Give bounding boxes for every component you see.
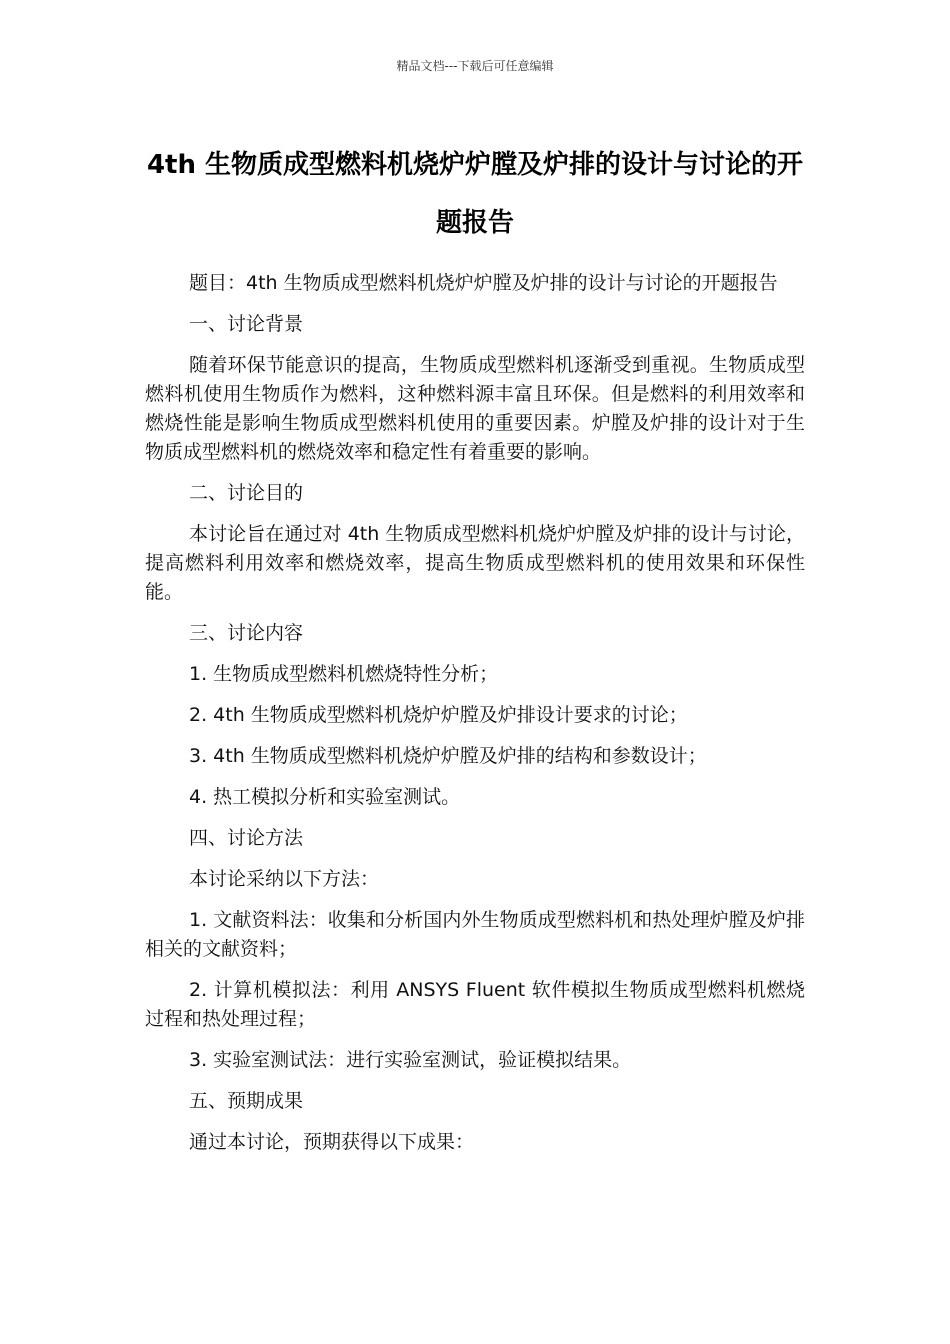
content-item-3: 3. 4th 生物质成型燃料机烧炉炉膛及炉排的结构和参数设计； bbox=[189, 745, 707, 767]
section-heading-background: 一、讨论背景 bbox=[189, 313, 304, 335]
section-heading-content: 三、讨论内容 bbox=[189, 622, 304, 644]
content-item-4: 4. 热工模拟分析和实验室测试。 bbox=[189, 786, 461, 808]
background-paragraph: 随着环保节能意识的提高，生物质成型燃料机逐渐受到重视。生物质成型燃料机使用生物质作为燃料，这种燃料源丰富且环保。但是燃料的利用效率和燃烧性能是影响生物质成型燃料机使用的重要因素。炉膛及炉排的设计对于生物质成型燃料机的燃烧效率和稳定性有着重要的影响。 bbox=[145, 354, 805, 463]
content-item-1: 1. 生物质成型燃料机燃烧特性分析； bbox=[189, 663, 499, 685]
document-title: 4th 生物质成型燃料机烧炉炉膛及炉排的设计与讨论的开题报告 bbox=[146, 150, 804, 238]
method-intro: 本讨论采纳以下方法： bbox=[189, 868, 380, 890]
purpose-paragraph: 本讨论旨在通过对 4th 生物质成型燃料机烧炉炉膛及炉排的设计与讨论，提高燃料利用效率和燃烧效率，提高生物质成型燃料机的使用效果和环保性能。 bbox=[145, 523, 805, 603]
method-item-1: 1. 文献资料法：收集和分析国内外生物质成型燃料机和热处理炉膛及炉排相关的文献资料； bbox=[145, 909, 805, 960]
document-body bbox=[145, 269, 805, 1169]
header-note: 精品文档---下载后可任意编辑 bbox=[396, 59, 554, 73]
content-item-2: 2. 4th 生物质成型燃料机烧炉炉膛及炉排设计要求的讨论； bbox=[189, 704, 688, 726]
section-heading-purpose: 二、讨论目的 bbox=[189, 482, 304, 504]
topic-paragraph: 题目：4th 生物质成型燃料机烧炉炉膛及炉排的设计与讨论的开题报告 bbox=[189, 272, 778, 294]
results-intro: 通过本讨论，预期获得以下成果： bbox=[189, 1131, 475, 1153]
method-item-2: 2. 计算机模拟法：利用 ANSYS Fluent 软件模拟生物质成型燃料机燃烧过程和热处理过程； bbox=[145, 979, 805, 1030]
method-item-3: 3. 实验室测试法：进行实验室测试，验证模拟结果。 bbox=[189, 1049, 632, 1071]
section-heading-results: 五、预期成果 bbox=[189, 1090, 304, 1112]
section-heading-method: 四、讨论方法 bbox=[189, 827, 304, 849]
